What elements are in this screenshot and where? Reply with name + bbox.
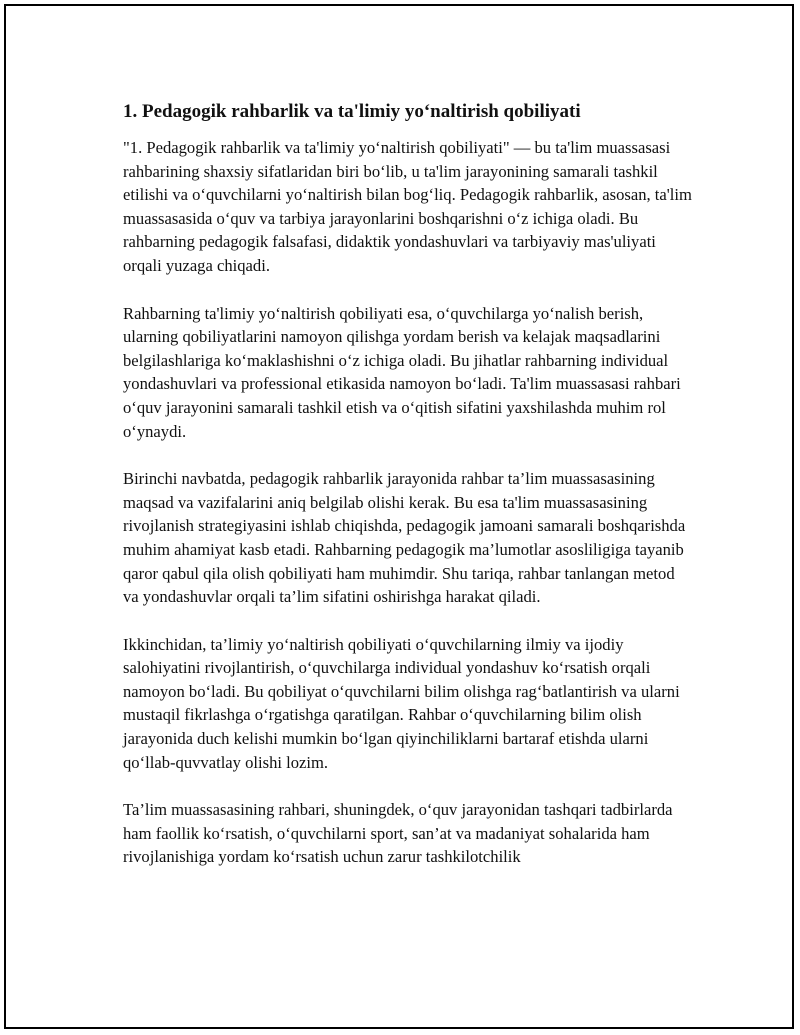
paragraph-first-point: Birinchi navbatda, pedagogik rahbarlik jarayonida rahbar ta’lim muassasasining maqsad va vazifalarini aniq belgilab olishi kerak. Bu esa ta'lim muassasasining rivojlanish strategiyasini ishlab chiqishda, pedagogik jamoani samarali boshqarishda muhim ahamiyat kasb etadi. Rahbarning pedagogik ma’lumotlar asosliligiga tayanib qaror qabul qila olish qobiliyati ham muhimdir. Shu tariqa, rahbar tanlangan metod va yondashuvlar orqali ta’lim sifatini oshirishga harakat qiladi. [123,469,686,607]
document-body [123,100,693,893]
section-heading: 1. Pedagogik rahbarlik va ta'limiy yo‘naltirish qobiliyati [123,101,581,122]
paragraph-extracurricular: Ta’lim muassasasining rahbari, shuningdek, o‘quv jarayonidan tashqari tadbirlarda ham faollik ko‘rsatish, o‘quvchilarni sport, san’at va madaniyat sohalarida ham rivojlanishiga yordam ko‘rsatish uchun zarur tashkilotchilik [123,800,673,867]
paragraph-intro: "1. Pedagogik rahbarlik va ta'limiy yo‘naltirish qobiliyati" — bu ta'lim muassasasi rahbarining shaxsiy sifatlaridan biri bo‘lib, u ta'lim jarayonining samarali tashkil etilishi va o‘quvchilarni yo‘naltirish bilan bog‘liq. Pedagogik rahbarlik, asosan, ta'lim muassasasida o‘quv va tarbiya jarayonlarini boshqarishni o‘z ichiga oladi. Bu rahbarning pedagogik falsafasi, didaktik yondashuvlari va tarbiyaviy mas'uliyati orqali yuzaga chiqadi. [123,138,692,275]
page-frame [4,4,794,1029]
paragraph-second-point: Ikkinchidan, ta’limiy yo‘naltirish qobiliyati o‘quvchilarning ilmiy va ijodiy salohiyatini rivojlantirish, o‘quvchilarga individual yondashuv ko‘rsatish orqali namoyon bo‘ladi. Bu qobiliyat o‘quvchilarni bilim olishga rag‘batlantirish va ularni mustaqil fikrlashga o‘rgatishga qaratilgan. Rahbar o‘quvchilarning bilim olish jarayonida duch kelishi mumkin bo‘lgan qiyinchiliklarni bartaraf etishda ularni qo‘llab-quvvatlay olishi lozim. [123,634,680,772]
paragraph-guidance-ability: Rahbarning ta'limiy yo‘naltirish qobiliyati esa, o‘quvchilarga yo‘nalish berish, ularning qobiliyatlarini namoyon qilishga yordam berish va kelajak maqsadlarini belgilashlariga ko‘maklashishni o‘z ichiga oladi. Bu jihatlar rahbarning individual yondashuvlari va professional etikasida namoyon bo‘ladi. Ta'lim muassasasi rahbari o‘quv jarayonini samarali tashkil etish va o‘qitish sifatini yaxshilashda muhim rol o‘ynaydi. [123,303,681,441]
